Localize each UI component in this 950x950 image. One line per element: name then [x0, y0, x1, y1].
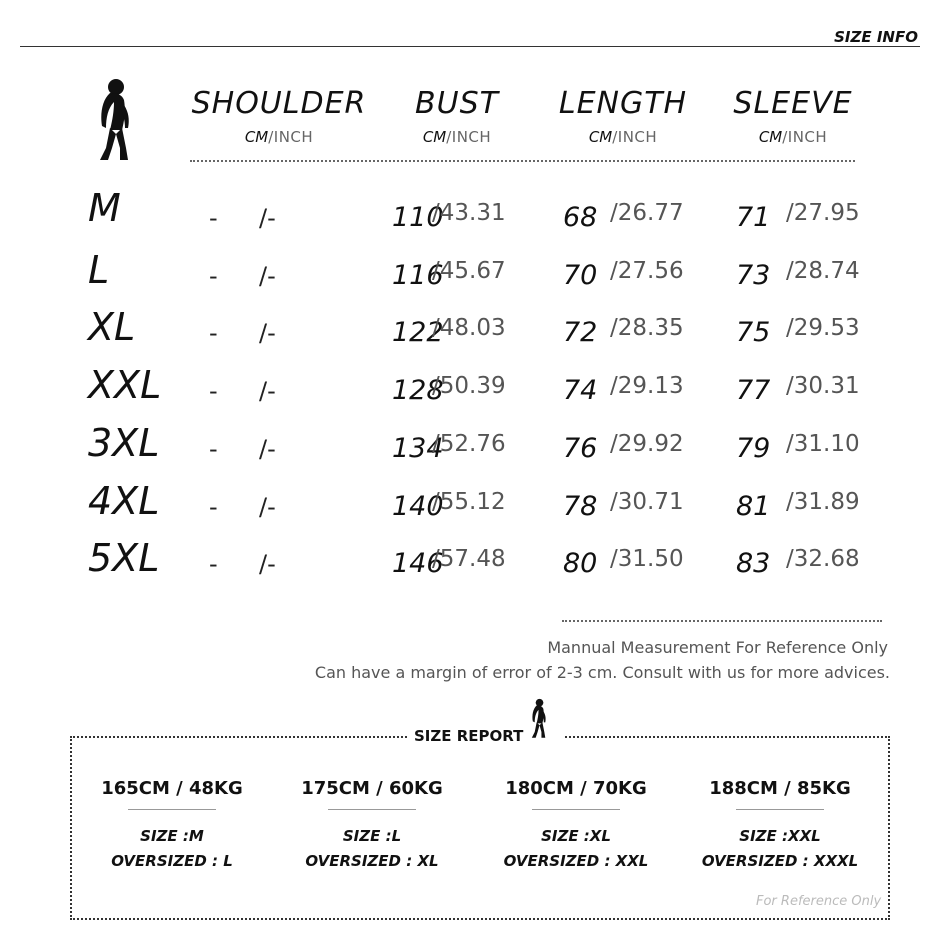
length-inch: /28.35 — [610, 315, 684, 341]
size-label: XXL — [88, 363, 162, 407]
sleeve-inch: /28.74 — [786, 258, 860, 284]
note-reference: Mannual Measurement For Reference Only — [547, 638, 888, 657]
length-inch: /29.92 — [610, 431, 684, 457]
shoulder-inch: /- — [259, 204, 276, 232]
size-report-entry — [481, 778, 671, 874]
sleeve-cm: 71 — [736, 202, 771, 233]
recommended-size: SIZE :XL — [541, 827, 611, 845]
bust-cm: 110 — [392, 202, 444, 233]
recommended-size: SIZE :XXL — [739, 827, 821, 845]
shoulder-inch: /- — [259, 319, 276, 347]
bust-inch: /52.76 — [432, 431, 506, 457]
sleeve-inch: /27.95 — [786, 200, 860, 226]
unit-cm: CM — [244, 128, 269, 146]
length-cm: 70 — [563, 260, 598, 291]
unit-inch: /INCH — [268, 128, 314, 146]
size-label: M — [88, 186, 121, 230]
shoulder-inch: /- — [259, 435, 276, 463]
sleeve-cm: 83 — [736, 548, 771, 579]
note-margin-of-error: Can have a margin of error of 2-3 cm. Consult with us for more advices. — [314, 663, 890, 682]
sleeve-cm: 73 — [736, 260, 771, 291]
size-report-entry — [685, 778, 875, 874]
shoulder-cm: - — [209, 377, 218, 405]
sleeve-cm: 77 — [736, 375, 771, 406]
entry-divider — [532, 809, 620, 810]
reference-footnote: For Reference Only — [756, 894, 882, 909]
shoulder-cm: - — [209, 204, 218, 232]
shoulder-inch: /- — [259, 493, 276, 521]
bust-cm: 146 — [392, 548, 444, 579]
height-weight: 180CM / 70KG — [505, 778, 647, 799]
entry-divider — [736, 809, 824, 810]
sleeve-cm: 75 — [736, 317, 771, 348]
bust-cm: 116 — [392, 260, 444, 291]
column-unit-shoulder — [184, 128, 374, 146]
sleeve-inch: /31.10 — [786, 431, 860, 457]
shoulder-cm: - — [209, 493, 218, 521]
size-label: XL — [88, 305, 136, 349]
sleeve-inch: /29.53 — [786, 315, 860, 341]
entry-divider — [128, 809, 216, 810]
column-unit-sleeve — [724, 128, 862, 146]
shoulder-cm: - — [209, 550, 218, 578]
column-unit-bust — [392, 128, 522, 146]
unit-cm: CM — [758, 128, 783, 146]
header-rule — [20, 46, 920, 47]
page-title: SIZE INFO — [834, 28, 918, 46]
size-report-entry — [77, 778, 267, 874]
bust-inch: /50.39 — [432, 373, 506, 399]
bust-inch: /43.31 — [432, 200, 506, 226]
shoulder-inch: /- — [259, 550, 276, 578]
length-cm: 74 — [563, 375, 598, 406]
bust-inch: /45.67 — [432, 258, 506, 284]
unit-cm: CM — [588, 128, 613, 146]
size-label: L — [88, 248, 110, 292]
notes-dotted-divider — [562, 620, 882, 622]
size-report-entry — [277, 778, 467, 874]
shoulder-cm: - — [209, 435, 218, 463]
oversized-size: OVERSIZED : XL — [305, 852, 439, 870]
standing-figure-icon — [528, 695, 552, 743]
bust-cm: 122 — [392, 317, 444, 348]
unit-cm: CM — [422, 128, 447, 146]
length-cm: 68 — [563, 202, 598, 233]
size-report-title: SIZE REPORT — [414, 727, 524, 745]
size-label: 5XL — [88, 536, 160, 580]
oversized-size: OVERSIZED : L — [111, 852, 233, 870]
height-weight: 165CM / 48KG — [101, 778, 243, 799]
length-inch: /29.13 — [610, 373, 684, 399]
sleeve-inch: /32.68 — [786, 546, 860, 572]
bust-cm: 128 — [392, 375, 444, 406]
sleeve-cm: 79 — [736, 433, 771, 464]
bust-inch: /57.48 — [432, 546, 506, 572]
header-dotted-divider — [190, 160, 855, 162]
sleeve-inch: /30.31 — [786, 373, 860, 399]
length-cm: 80 — [563, 548, 598, 579]
column-header-length: LENGTH — [558, 86, 688, 121]
unit-inch: /INCH — [782, 128, 828, 146]
size-label: 4XL — [88, 479, 160, 523]
sleeve-inch: /31.89 — [786, 489, 860, 515]
column-header-shoulder: SHOULDER — [191, 86, 367, 121]
length-cm: 72 — [563, 317, 598, 348]
entry-divider — [328, 809, 416, 810]
shoulder-inch: /- — [259, 262, 276, 290]
size-label: 3XL — [88, 421, 160, 465]
bust-cm: 140 — [392, 491, 444, 522]
sleeve-cm: 81 — [736, 491, 771, 522]
length-inch: /26.77 — [610, 200, 684, 226]
standing-figure-icon — [92, 78, 142, 164]
length-cm: 78 — [563, 491, 598, 522]
length-inch: /27.56 — [610, 258, 684, 284]
unit-inch: /INCH — [612, 128, 658, 146]
length-inch: /30.71 — [610, 489, 684, 515]
bust-cm: 134 — [392, 433, 444, 464]
shoulder-cm: - — [209, 262, 218, 290]
length-cm: 76 — [563, 433, 598, 464]
oversized-size: OVERSIZED : XXXL — [701, 852, 859, 870]
column-unit-length — [548, 128, 698, 146]
recommended-size: SIZE :M — [140, 827, 204, 845]
bust-inch: /48.03 — [432, 315, 506, 341]
column-header-sleeve: SLEEVE — [733, 86, 853, 121]
recommended-size: SIZE :L — [342, 827, 402, 845]
shoulder-inch: /- — [259, 377, 276, 405]
shoulder-cm: - — [209, 319, 218, 347]
unit-inch: /INCH — [446, 128, 492, 146]
length-inch: /31.50 — [610, 546, 684, 572]
column-header-bust: BUST — [415, 86, 499, 121]
oversized-size: OVERSIZED : XXL — [503, 852, 649, 870]
height-weight: 175CM / 60KG — [301, 778, 443, 799]
bust-inch: /55.12 — [432, 489, 506, 515]
height-weight: 188CM / 85KG — [709, 778, 851, 799]
